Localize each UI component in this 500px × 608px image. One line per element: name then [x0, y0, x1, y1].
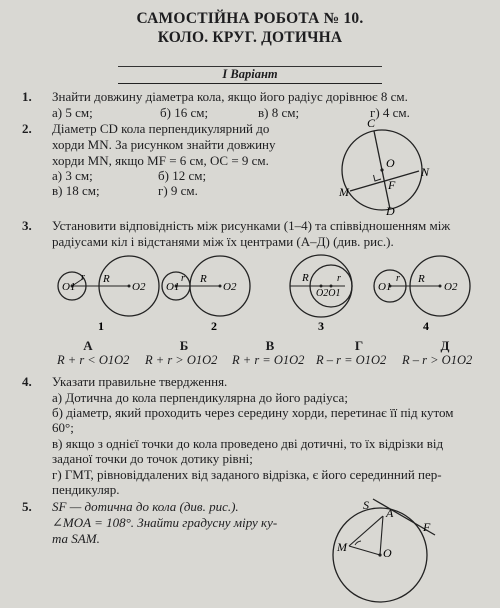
fig4-label-o1: O1 [378, 281, 392, 293]
task2-label-m: M [339, 185, 349, 199]
task4-option-b-line1: б) діаметр, який проходить через середину хорди, перетинає її під кутом [52, 405, 454, 420]
task5-line1: SF — дотична до кола (див. рис.). [52, 499, 239, 514]
task4-option-c-line1: в) якщо з однієї точки до кола проведено дві дотичні, то їх відрізки від [52, 436, 444, 451]
task5-label-s: S [363, 498, 369, 512]
answer-letter-d: Д [440, 338, 450, 353]
task2-circle-figure [320, 115, 440, 215]
task2-label-c: C [367, 116, 376, 130]
task5-label-o: O [383, 546, 392, 560]
task1-option-d: г) 4 см. [370, 105, 410, 120]
fig2-o2-point [219, 285, 222, 288]
figure-number-3: 3 [318, 319, 324, 333]
worksheet-title-line1: САМОСТІЙНА РОБОТА № 10. [136, 10, 364, 27]
task5-center-point [378, 553, 381, 556]
task2-label-n: N [421, 165, 430, 179]
task3-number: 3. [22, 218, 32, 233]
task2-label-o: O [386, 156, 395, 170]
fig2-label-o2: O2 [223, 281, 237, 293]
formula-v: R + r = O1O2 [232, 353, 305, 367]
worksheet-title-line2: КОЛО. КРУГ. ДОТИЧНА [157, 29, 343, 46]
task3-figures [0, 250, 500, 336]
fig1-label-r: r [81, 272, 85, 283]
task2-line1: Діаметр CD кола перпендикулярний до [52, 121, 270, 136]
task5-label-a: A [386, 506, 394, 520]
fig1-label-o2: O2 [132, 281, 146, 293]
task1-number: 1. [22, 89, 32, 104]
task4-option-d-line2: пендикуляр. [52, 482, 120, 497]
formula-b: R + r > O1O2 [145, 353, 218, 367]
fig4-label-o2: O2 [444, 281, 458, 293]
task5-label-f: F [423, 520, 431, 534]
task4-option-a: а) Дотична до кола перпендикулярна до його радіуса; [52, 390, 348, 405]
task1-option-c: в) 8 см; [258, 105, 300, 120]
fig4-label-big-r: R [418, 273, 425, 285]
task5-line3: та SAM. [52, 531, 100, 546]
task2-option-a: а) 3 см; [52, 168, 93, 183]
figure-number-2: 2 [211, 319, 217, 333]
task2-line3: хорди MN, якщо MF = 6 см, OC = 9 см. [52, 153, 269, 168]
task2-line2: хорди MN. За рисунком знайти довжину [52, 137, 276, 152]
variant-heading: I Варіант [118, 67, 382, 84]
task1-option-a: а) 5 см; [52, 105, 93, 120]
task4-option-c-line2: заданої точки до точок дотику рівні; [52, 451, 253, 466]
task3-line1: Установити відповідність між рисунками (1–4) та співвідношенням між [52, 218, 451, 233]
fig2-label-r: r [181, 273, 185, 284]
fig1-o2-point [128, 285, 131, 288]
task5-tangent-figure [325, 495, 465, 605]
fig1-label-big-r: R [103, 273, 110, 285]
task4-option-b-line2: 60°; [52, 420, 74, 435]
formula-d: R – r > O1O2 [402, 353, 473, 367]
task3-figure-4 [374, 256, 470, 316]
task3-figure-2 [162, 256, 250, 316]
task2-label-d: D [386, 204, 395, 215]
answer-letter-a: А [83, 338, 93, 353]
fig3-label-o2o1: O2O1 [316, 288, 341, 299]
task2-center-point [380, 168, 383, 171]
figure-number-4: 4 [423, 319, 429, 333]
answer-letter-v: В [265, 338, 275, 353]
task5-chord-ma [349, 516, 383, 546]
fig4-o2-point [439, 285, 442, 288]
fig3-label-big-r: R [302, 272, 309, 284]
task5-radius-om [349, 546, 380, 555]
fig1-label-o1: O1 [62, 281, 76, 293]
task2-label-f: F [388, 178, 396, 192]
task3-line2: радіусами кіл і відстанями між їх центрами (А–Д) (див. рис.). [52, 234, 394, 249]
task3-figure-1 [58, 256, 159, 316]
answer-letter-b: Б [179, 338, 189, 353]
task3-figure-3 [290, 255, 352, 317]
fig2-label-big-r: R [200, 273, 207, 285]
task2-option-b: б) 12 см; [158, 168, 207, 183]
task2-number: 2. [22, 121, 32, 136]
task5-angle-arc [355, 541, 361, 545]
fig2-label-o1: O1 [166, 281, 180, 293]
task4-option-d-line1: г) ГМТ, рівновіддалених від заданого відрізка, є його серединний пер- [52, 467, 442, 482]
task5-label-m: M [337, 540, 347, 554]
task1-question: Знайти довжину діаметра кола, якщо його радіус дорівнює 8 см. [52, 89, 408, 104]
answer-letter-g: Г [354, 338, 364, 353]
task2-chord-mn [350, 171, 419, 191]
task5-line2: ∠MOA = 108°. Знайти градусну міру ку- [52, 515, 278, 530]
task1-option-b: б) 16 см; [160, 105, 209, 120]
task2-option-d: г) 9 см. [158, 183, 198, 198]
formula-g: R – r = O1O2 [316, 353, 387, 367]
task4-intro: Указати правильне твердження. [52, 374, 228, 389]
task4-number: 4. [22, 374, 32, 389]
fig4-label-r: r [396, 273, 400, 284]
task5-number: 5. [22, 499, 32, 514]
formula-a: R + r < O1O2 [57, 353, 130, 367]
task2-right-angle-mark [374, 175, 382, 181]
figure-number-1: 1 [98, 319, 104, 333]
fig3-label-r: r [337, 273, 341, 284]
task2-option-c: в) 18 см; [52, 183, 100, 198]
